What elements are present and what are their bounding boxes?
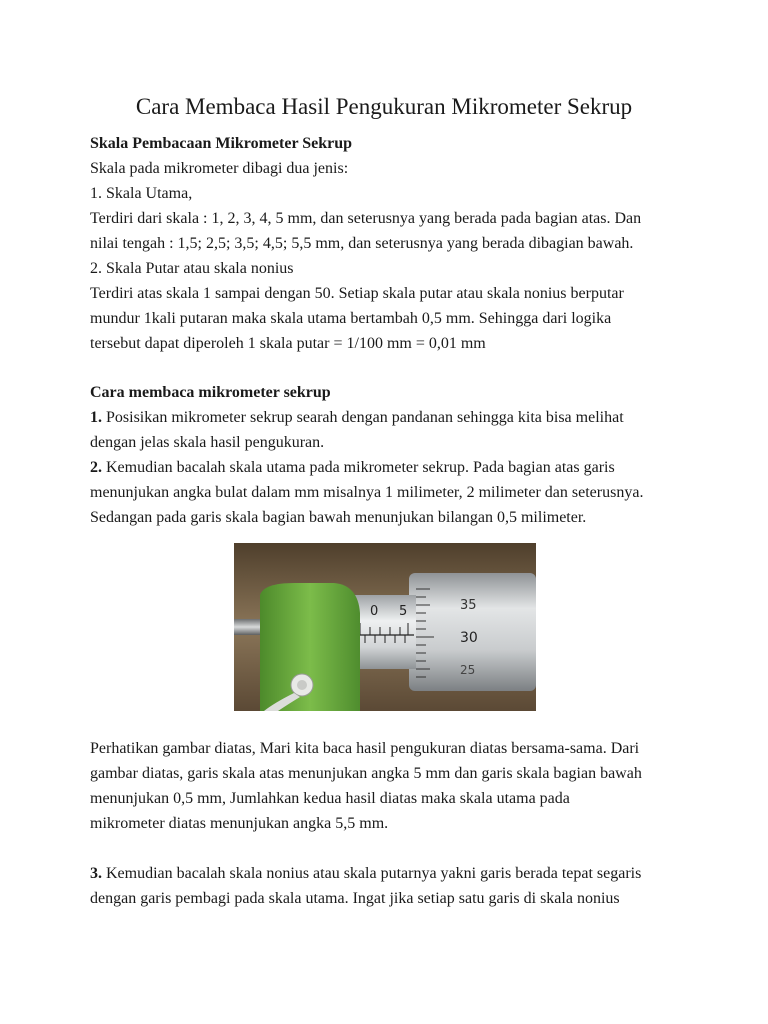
paragraph-line: Skala pada mikrometer dibagi dua jenis: <box>90 160 349 177</box>
paragraph-line: Terdiri dari skala : 1, 2, 3, 4, 5 mm, dan seterusnya yang berada pada bagian atas. Dan <box>90 210 642 227</box>
micrometer-illustration <box>234 543 536 711</box>
section-heading: Cara membaca mikrometer sekrup <box>90 384 331 401</box>
paragraph-line: dengan garis pembagi pada skala utama. Ingat jika setiap satu garis di skala nonius <box>90 890 620 907</box>
paragraph-line: nilai tengah : 1,5; 2,5; 3,5; 4,5; 5,5 mm, dan seterusnya yang berada dibagian bawah. <box>90 235 634 252</box>
paragraph-line: tersebut dapat diperoleh 1 skala putar = 1/100 mm = 0,01 mm <box>90 335 486 352</box>
thimble-label: 35 <box>460 598 477 613</box>
step-number: 2. <box>90 459 102 476</box>
page-title: Cara Membaca Hasil Pengukuran Mikrometer Sekrup <box>135 94 633 119</box>
paragraph-line: gambar diatas, garis skala atas menunjukan angka 5 mm dan garis skala bagian bawah <box>90 765 642 782</box>
step-number: 3. <box>90 865 102 882</box>
micrometer-photo <box>234 543 536 711</box>
sleeve-label: 0 <box>370 604 379 619</box>
section-step-3 <box>90 861 690 911</box>
step-2-line <box>90 455 690 480</box>
step-3-line <box>90 861 690 886</box>
paragraph-line: Sedangan pada garis skala bagian bawah menunjukan bilangan 0,5 milimeter. <box>90 509 587 526</box>
step-number: 1. <box>90 409 102 426</box>
thimble-label: 30 <box>460 630 478 646</box>
step-text: Posisikan mikrometer sekrup searah dengan pandanan sehingga kita bisa melihat <box>102 409 624 426</box>
paragraph-line: dengan jelas skala hasil pengukuran. <box>90 434 325 451</box>
paragraph-line: Perhatikan gambar diatas, Mari kita baca hasil pengukuran diatas bersama-sama. Dari <box>90 740 640 757</box>
thimble-label: 25 <box>460 663 476 677</box>
paragraph-line: menunjukan angka bulat dalam mm misalnya 1 milimeter, 2 milimeter dan seterusnya. <box>90 484 644 501</box>
step-text: Kemudian bacalah skala utama pada mikrometer sekrup. Pada bagian atas garis <box>102 459 615 476</box>
paragraph-line: 2. Skala Putar atau skala nonius <box>90 260 294 277</box>
sleeve-label: 5 <box>399 604 408 619</box>
section-cara-membaca <box>90 380 690 530</box>
paragraph-line: mikrometer diatas menunjukan angka 5,5 mm. <box>90 815 389 832</box>
paragraph-line: Terdiri atas skala 1 sampai dengan 50. Setiap skala putar atau skala nonius berputar <box>90 285 624 302</box>
step-1-line <box>90 405 690 430</box>
step-text: Kemudian bacalah skala nonius atau skala putarnya yakni garis berada tepat segaris <box>102 865 642 882</box>
section-penjelasan-gambar <box>90 736 690 836</box>
paragraph-line: menunjukan 0,5 mm, Jumlahkan kedua hasil diatas maka skala utama pada <box>90 790 570 807</box>
section-heading: Skala Pembacaan Mikrometer Sekrup <box>90 135 353 152</box>
paragraph-line: 1. Skala Utama, <box>90 185 193 202</box>
section-skala-pembacaan <box>90 131 690 356</box>
paragraph-line: mundur 1kali putaran maka skala utama bertambah 0,5 mm. Sehingga dari logika <box>90 310 612 327</box>
